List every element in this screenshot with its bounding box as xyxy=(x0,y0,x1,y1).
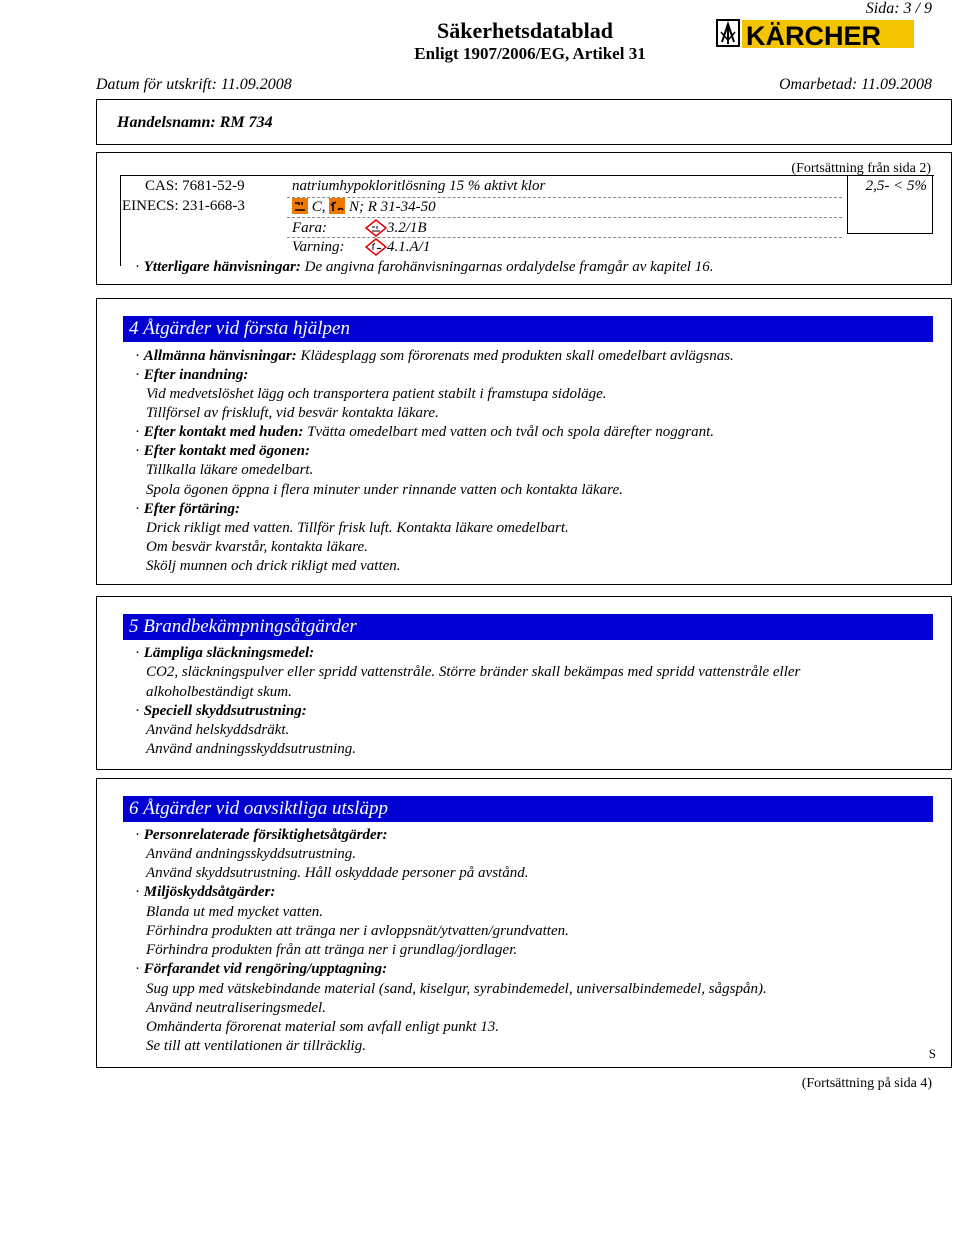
danger-label: Fara: xyxy=(292,220,327,236)
einecs-number: EINECS: 231-668-3 xyxy=(122,198,245,214)
personal-line-1: Använd andningsskyddsutrustning. xyxy=(146,846,356,862)
section6-box xyxy=(96,778,952,1068)
environmental-heading: · Miljöskyddsåtgärder: xyxy=(135,884,276,900)
revised-date: Omarbetad: 11.09.2008 xyxy=(778,76,932,93)
cas-number: CAS: 7681-52-9 xyxy=(145,178,245,194)
inhalation-line-2: Tillförsel av friskluft, vid besvär kontakta läkare. xyxy=(146,405,439,421)
equipment-line-2: Använd andningsskyddsutrustning. xyxy=(146,741,356,757)
classification: C, N; R 31-34-50 xyxy=(292,198,436,216)
eyes-line-2: Spola ögonen öppna i flera minuter under rinnande vatten och kontakta läkare. xyxy=(146,482,623,498)
general-advice: · Allmänna hänvisningar: Klädesplagg som förorenats med produkten skall omedelbart avlägsnas. xyxy=(135,348,734,364)
page-number: Sida: 3 / 9 xyxy=(865,0,932,17)
environmental-line-3: Förhindra produkten från att tränga ner i grundlag/jordlager. xyxy=(146,942,518,958)
equipment-line-1: Använd helskyddsdräkt. xyxy=(146,722,290,738)
section4-box xyxy=(96,298,952,585)
karcher-logo xyxy=(716,18,916,50)
cleanup-line-4: Se till att ventilationen är tillräcklig. xyxy=(146,1038,366,1054)
table-divider xyxy=(847,175,848,233)
print-date: Datum för utskrift: 11.09.2008 xyxy=(96,76,292,93)
warning-value: 4.1.A/1 xyxy=(387,239,431,255)
cleanup-heading: · Förfarandet vid rengöring/upptagning: xyxy=(135,961,388,977)
section3-box xyxy=(96,152,952,285)
environmental-line-2: Förhindra produkten att tränga ner i avloppsnät/ytvatten/grundvatten. xyxy=(146,923,569,939)
environmental-line-1: Blanda ut med mycket vatten. xyxy=(146,904,324,920)
svg-text:KÄRCHER: KÄRCHER xyxy=(746,21,881,50)
ingestion-line-3: Skölj munnen och drick rikligt med vatten. xyxy=(146,558,401,574)
table-divider-bottom xyxy=(847,233,933,234)
inhalation-heading: · Efter inandning: xyxy=(135,367,249,383)
continued-to: (Fortsättning på sida 4) xyxy=(801,1076,932,1091)
extinguishing-line-2: alkoholbeständigt skum. xyxy=(146,684,292,700)
continued-from: (Fortsättning från sida 2) xyxy=(791,161,931,176)
cleanup-line-3: Omhänderta förorenat material som avfall enligt punkt 13. xyxy=(146,1019,500,1035)
ingestion-line-1: Drick rikligt med vatten. Tillför frisk luft. Kontakta läkare omedelbart. xyxy=(146,520,569,536)
ingestion-line-2: Om besvär kvarstår, kontakta läkare. xyxy=(146,539,368,555)
extinguishing-heading: · Lämpliga släckningsmedel: xyxy=(135,645,315,661)
section5-box xyxy=(96,596,952,770)
further-references: · Ytterligare hänvisningar: De angivna farohänvisningarnas ordalydelse framgår av kapitel 16. xyxy=(135,259,714,275)
cleanup-line-2: Använd neutraliseringsmedel. xyxy=(146,1000,326,1016)
danger-value: 3.2/1B xyxy=(387,220,427,236)
environment-icon xyxy=(329,198,345,214)
extinguishing-line-1: CO2, släckningspulver eller spridd vattenstråle. Större bränder skall bekämpas med spridd vattenstråle eller xyxy=(146,664,801,680)
skin-contact: · Efter kontakt med huden: Tvätta omedelbart med vatten och tvål och spola därefter noggrant. xyxy=(135,424,714,440)
inhalation-line-1: Vid medvetslöshet lägg och transportera patient stabilt i framstupa sidoläge. xyxy=(146,386,607,402)
protective-equipment-heading: · Speciell skyddsutrustning: xyxy=(135,703,307,719)
document-subtitle: Enligt 1907/2006/EG, Artikel 31 xyxy=(414,44,646,63)
eyes-line-1: Tillkalla läkare omedelbart. xyxy=(146,462,314,478)
eyes-heading: · Efter kontakt med ögonen: xyxy=(135,443,311,459)
section6-title: 6 Åtgärder vid oavsiktliga utsläpp xyxy=(123,796,933,822)
warning-label: Varning: xyxy=(292,239,345,255)
karcher-logo-icon xyxy=(716,18,916,50)
personal-precautions-heading: · Personrelaterade försiktighetsåtgärder: xyxy=(135,827,388,843)
ghs-environment-icon xyxy=(365,238,387,261)
cleanup-line-1: Sug upp med vätskebindande material (sand, kiselgur, syrabindemedel, universalbindemedel, sågspån). xyxy=(146,981,767,997)
document-title: Säkerhetsdatablad xyxy=(436,18,614,43)
ingestion-heading: · Efter förtäring: xyxy=(135,501,241,517)
page-marker: S xyxy=(928,1046,936,1061)
trade-name-box xyxy=(96,99,952,145)
concentration: 2,5- < 5% xyxy=(865,178,927,194)
corrosive-icon xyxy=(292,198,308,214)
personal-line-2: Använd skyddsutrustning. Håll oskyddade personer på avstånd. xyxy=(146,865,529,881)
trade-name: Handelsnamn: RM 734 xyxy=(117,114,273,131)
table-right-border xyxy=(932,175,933,233)
section4-title: 4 Åtgärder vid första hjälpen xyxy=(123,316,933,342)
substance-name: natriumhypokloritlösning 15 % aktivt klor xyxy=(292,178,546,194)
section5-title: 5 Brandbekämpningsåtgärder xyxy=(123,614,933,640)
